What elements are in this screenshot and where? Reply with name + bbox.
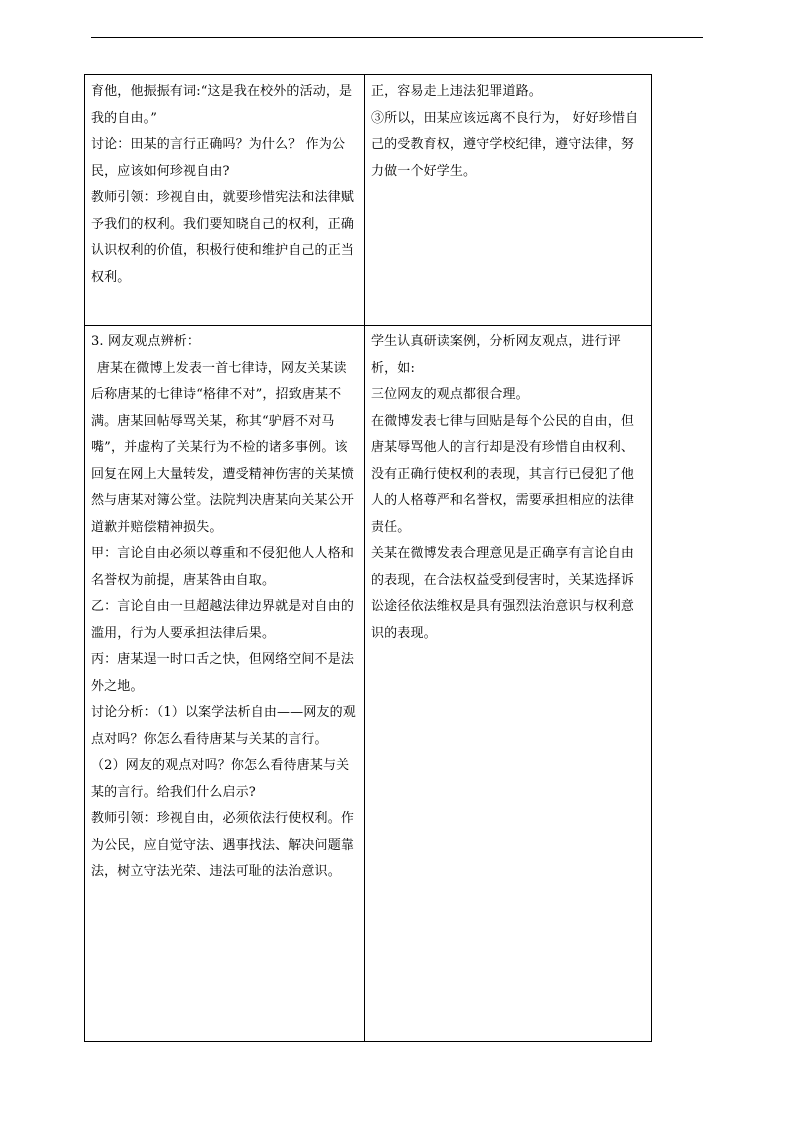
paragraph: 在微博发表七律与回贴是每个公民的自由，但唐某辱骂他人的言行却是没有珍惜自由权利、没有正确行使权利的表现，其言行已侵犯了他人的人格尊严和名誉权，需要承担相应的法律责任。 (371, 413, 635, 535)
opinion-a: 甲：言论自由必须以尊重和不侵犯他人人格和名誉权为前提，唐某咎由自取。 (91, 546, 355, 588)
row1-student-cell (371, 79, 645, 185)
section-heading: 3. 网友观点辨析： (91, 334, 201, 349)
case-description: 唐某在微博上发表一首七律诗，网友关某读后称唐某的七律诗“格律不对”，招致唐某不满。唐某回帖辱骂关某，称其“驴唇不对马嘴”，并虚构了关某行为不检的诸多事例。该回复在网上大量转发，遭受精神伤害的关某愤然与唐某对簿公堂。法院判决唐某向关某公开道歉并赔偿精神损失。 (91, 360, 355, 535)
lesson-table (84, 74, 652, 1042)
teacher-guidance: 教师引领：珍视自由，就要珍惜宪法和法律赋予我们的权利。我们要知晓自己的权利，正确认识权利的价值，积极行使和维护自己的正当权利。 (91, 190, 355, 285)
row2-teacher-cell (91, 329, 359, 886)
discussion-analysis-2: （2）网友的观点对吗？你怎么看待唐某与关某的言行。给我们什么启示? (91, 758, 350, 800)
paragraph: 关某在微博发表合理意见是正确享有言论自由的表现，在合法权益受到侵害时，关某选择诉讼途径依法维权是具有强烈法治意识与权利意识的表现。 (371, 546, 635, 641)
header-rule (91, 37, 703, 38)
opinion-c: 丙：唐某逞一时口舌之快，但网络空间不是法外之地。 (91, 652, 355, 694)
row-divider (85, 325, 651, 326)
row1-teacher-cell (91, 79, 359, 291)
paragraph: ③所以，田某应该远离不良行为， 好好珍惜自己的受教育权，遵守学校纪律，遵守法律，努力做一个好学生。 (371, 110, 639, 179)
paragraph: 正，容易走上违法犯罪道路。 (371, 84, 542, 99)
column-divider (364, 75, 365, 1041)
teacher-guidance: 教师引领：珍视自由，必须依法行使权利。作为公民，应自觉守法、遇事找法、解决问题靠法，树立守法光荣、违法可耻的法治意识。 (91, 811, 355, 879)
paragraph: 三位网友的观点都很合理。 (371, 387, 529, 402)
opinion-b: 乙：言论自由一旦超越法律边界就是对自由的滥用，行为人要承担法律后果。 (91, 599, 355, 641)
discussion-analysis-1: 讨论分析：（1）以案学法析自由——网友的观点对吗？你怎么看待唐某与关某的言行。 (91, 705, 356, 747)
discussion-question: 讨论：田某的言行正确吗？为什么？ 作为公民，应该如何珍视自由? (91, 137, 346, 179)
row2-student-cell (371, 329, 645, 647)
paragraph: 学生认真研读案例，分析网友观点，进行评析，如: (371, 334, 621, 376)
paragraph: 育他，他振振有词:“这是我在校外的活动，是我的自由。” (91, 84, 353, 126)
